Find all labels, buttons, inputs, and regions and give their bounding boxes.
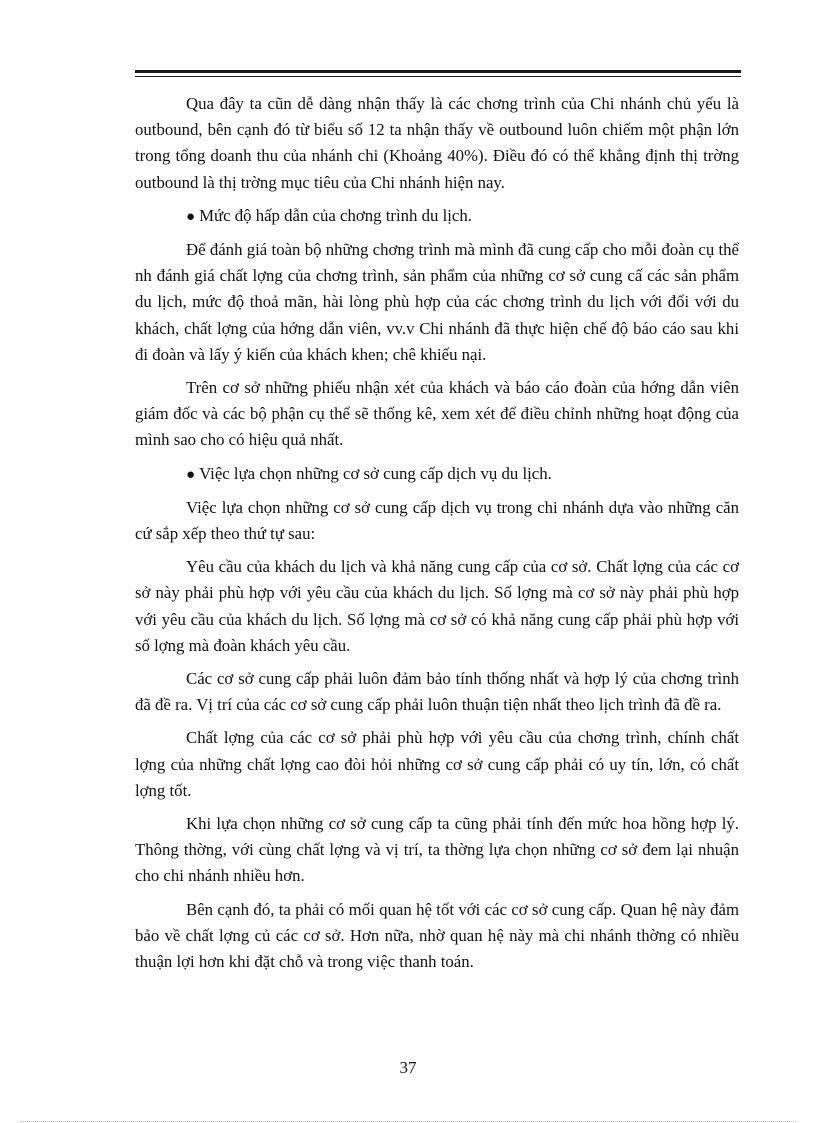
paragraph-quality: Chất lợng của các cơ sở phải phù hợp với yêu cầu của chơng trình, chính chất lợng của những chất lợng cao đòi hỏi những cơ sở cung cấp phải có uy tín, lớn, có chất lợng tốt. xyxy=(135,728,739,800)
paragraph-consistency: Các cơ sở cung cấp phải luôn đảm bảo tính thống nhất và hợp lý của chơng trình đã đề ra. Vị trí của các cơ sở cung cấp phải luôn thuận tiện nhất theo lịch trình đã đề ra. xyxy=(135,669,739,715)
bullet-dot-icon: ● xyxy=(186,208,196,225)
paragraph-outbound: Qua đây ta cũn dễ dàng nhận thấy là các chơng trình của Chi nhánh chủ yếu là outbound, bên cạnh đó từ biểu số 12 ta nhận thấy về outbound luôn chiếm một phận lớn trong tổng doanh thu của nhánh chi (Khoảng 40%). Điều đó có thể khẳng định thị trờng outbound là thị trờng mục tiêu của Chi nhánh hiện nay. xyxy=(135,94,739,192)
bullet-heading-text: Việc lựa chọn những cơ sở cung cấp dịch vụ du lịch. xyxy=(199,463,552,483)
bullet-heading-attractiveness xyxy=(135,203,739,230)
body-text xyxy=(135,91,739,982)
bullet-heading-text: Mức độ hấp dẫn của chơng trình du lịch. xyxy=(199,205,472,225)
header-rule-thick xyxy=(135,70,741,73)
paragraph-selection-basis: Việc lựa chọn những cơ sở cung cấp dịch vụ trong chi nhánh dựa vào những căn cứ sắp xếp theo thứ tự sau: xyxy=(135,497,739,544)
paragraph-evaluation: Để đánh giá toàn bộ những chơng trình mà mình đã cung cấp cho mỗi đoàn cụ thể nh đánh giá chất lợng của chơng trình, sản phẩm của những cơ sở cung cấ các sản phẩm du lịch, mức độ thoả mãn, hài lòng phù hợp của các chơng trình du lịch với đối với du khách, chất lợng của hớng dẫn viên, vv.v Chi nhánh đã thực hiện chế độ báo cáo sau khi đi đoàn và lấy ý kiến của khách khen; chê khiếu nại. xyxy=(135,240,739,364)
bullet-dot-icon: ● xyxy=(186,466,196,483)
paragraph-relationship: Bên cạnh đó, ta phải có mối quan hệ tốt với các cơ sở cung cấp. Quan hệ này đảm bảo về chất lợng củ các cơ sở. Hơn nữa, nhờ quan hệ này mà chi nhánh thờng có nhiều thuận lợi hơn khi đặt chỗ và trong việc thanh toán. xyxy=(135,899,739,972)
bullet-heading-supplier-selection xyxy=(135,461,739,488)
header-rule-thin xyxy=(135,76,741,77)
page-bottom-edge xyxy=(20,1121,796,1122)
page-number: 37 xyxy=(399,1058,417,1077)
paragraph-requirements: Yêu cầu của khách du lịch và khả năng cung cấp của cơ sở. Chất lợng của các cơ sở này phải phù hợp với yêu cầu của khách du lịch. Số lợng mà cơ sở này phải phù hợp với yêu cầu của khách du lịch. Số lợng mà cơ sở có khả năng cung cấp phải phù hợp với số lợng mà đoàn khách yêu cầu. xyxy=(135,557,739,655)
paragraph-feedback: Trên cơ sở những phiếu nhận xét của khách và báo cáo đoàn của hớng dẫn viên giám đốc và các bộ phận cụ thể sẽ thống kê, xem xét để điều chỉnh những hoạt động của mình sao cho có hiệu quả nhất. xyxy=(135,378,739,450)
paragraph-commission: Khi lựa chọn những cơ sở cung cấp ta cũng phải tính đến mức hoa hồng hợp lý. Thông thờng, với cùng chất lợng và vị trí, ta thờng lựa chọn những cơ sở đem lại nhuận cho chi nhánh nhiều hơn. xyxy=(135,814,739,886)
